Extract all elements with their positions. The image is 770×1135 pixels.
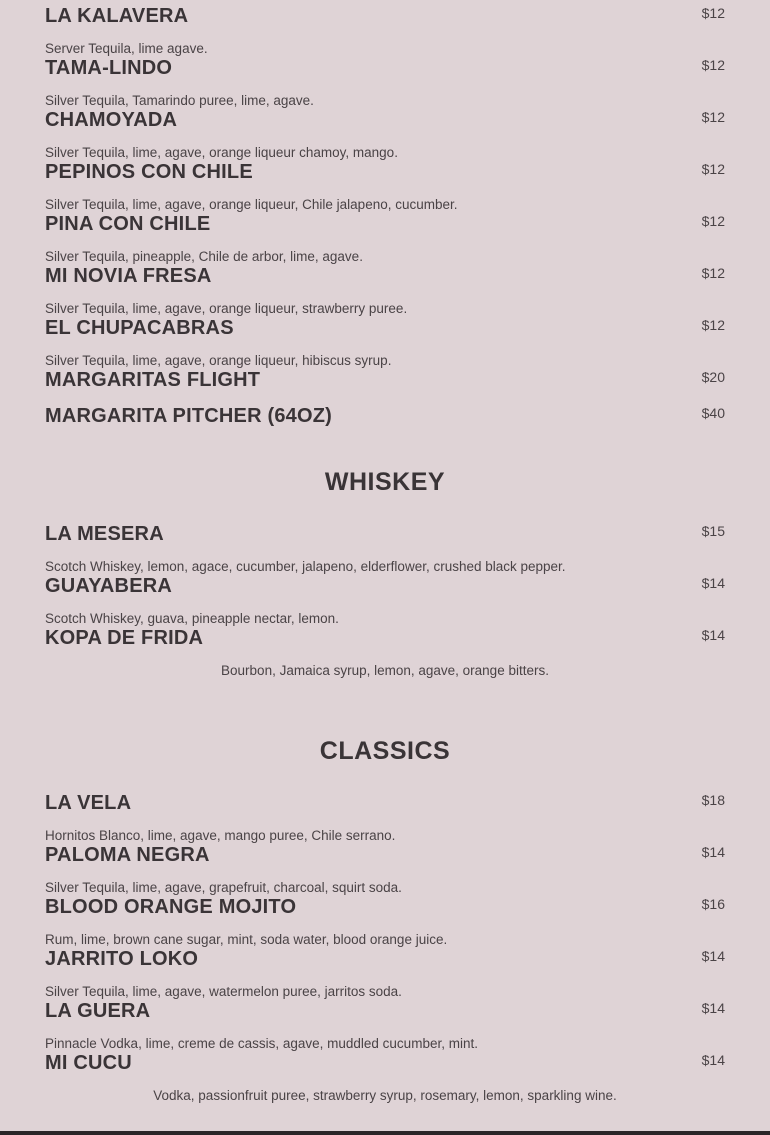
item-price: $14 xyxy=(701,1052,725,1068)
item-description: Silver Tequila, lime, agave, orange liqueur, hibiscus syrup. xyxy=(45,353,392,368)
item-price: $18 xyxy=(701,792,725,808)
item-name: MI CUCU xyxy=(45,1052,132,1074)
item-name: MARGARITAS FLIGHT xyxy=(45,369,261,391)
item-description: Bourbon, Jamaica syrup, lemon, agave, orange bitters. xyxy=(221,663,549,678)
item-price: $14 xyxy=(701,844,725,860)
item-name: CHAMOYADA xyxy=(45,109,178,131)
item-name: EL CHUPACABRAS xyxy=(45,317,234,339)
section-title-whiskey: WHISKEY xyxy=(324,468,446,496)
item-description: Silver Tequila, lime, agave, grapefruit, charcoal, squirt soda. xyxy=(45,880,402,895)
item-price: $12 xyxy=(701,109,725,125)
item-description: Server Tequila, lime agave. xyxy=(45,41,208,56)
item-description: Vodka, passionfruit puree, strawberry syrup, rosemary, lemon, sparkling wine. xyxy=(153,1088,617,1103)
item-price: $12 xyxy=(701,265,725,281)
item-description: Scotch Whiskey, guava, pineapple nectar, lemon. xyxy=(45,611,339,626)
item-price: $12 xyxy=(701,213,725,229)
bottom-divider xyxy=(0,1131,770,1135)
item-price: $12 xyxy=(701,161,725,177)
item-name: LA VELA xyxy=(45,792,132,814)
item-description: Silver Tequila, lime, agave, watermelon puree, jarritos soda. xyxy=(45,984,402,999)
section-title-classics: CLASSICS xyxy=(319,737,451,765)
item-price: $14 xyxy=(701,627,725,643)
item-price: $15 xyxy=(701,523,725,539)
item-description: Rum, lime, brown cane sugar, mint, soda water, blood orange juice. xyxy=(45,932,448,947)
item-description: Hornitos Blanco, lime, agave, mango puree, Chile serrano. xyxy=(45,828,396,843)
item-description: Pinnacle Vodka, lime, creme de cassis, agave, muddled cucumber, mint. xyxy=(45,1036,478,1051)
item-description: Scotch Whiskey, lemon, agace, cucumber, jalapeno, elderflower, crushed black pepper. xyxy=(45,559,566,574)
item-name: PEPINOS CON CHILE xyxy=(45,161,253,183)
item-price: $12 xyxy=(701,57,725,73)
item-price: $14 xyxy=(701,948,725,964)
item-price: $40 xyxy=(701,405,725,421)
item-name: KOPA DE FRIDA xyxy=(45,627,204,649)
item-name: PINA CON CHILE xyxy=(45,213,211,235)
item-name: LA MESERA xyxy=(45,523,164,545)
item-description: Silver Tequila, lime, agave, orange liqueur chamoy, mango. xyxy=(45,145,398,160)
item-price: $14 xyxy=(701,575,725,591)
item-description: Silver Tequila, lime, agave, orange liqueur, Chile jalapeno, cucumber. xyxy=(45,197,458,212)
item-description: Silver Tequila, lime, agave, orange liqueur, strawberry puree. xyxy=(45,301,408,316)
item-price: $12 xyxy=(701,5,725,21)
item-price: $20 xyxy=(701,369,725,385)
item-price: $16 xyxy=(701,896,725,912)
item-description: Silver Tequila, Tamarindo puree, lime, agave. xyxy=(45,93,314,108)
item-price: $12 xyxy=(701,317,725,333)
item-name: PALOMA NEGRA xyxy=(45,844,210,866)
item-name: GUAYABERA xyxy=(45,575,173,597)
item-description: Silver Tequila, pineapple, Chile de arbor, lime, agave. xyxy=(45,249,363,264)
item-name: JARRITO LOKO xyxy=(45,948,199,970)
item-name: LA GUERA xyxy=(45,1000,151,1022)
item-name: BLOOD ORANGE MOJITO xyxy=(45,896,297,918)
item-name: LA KALAVERA xyxy=(45,5,189,27)
item-name: TAMA-LINDO xyxy=(45,57,173,79)
item-name: MARGARITA PITCHER (64OZ) xyxy=(45,405,333,427)
item-price: $14 xyxy=(701,1000,725,1016)
item-name: MI NOVIA FRESA xyxy=(45,265,212,287)
